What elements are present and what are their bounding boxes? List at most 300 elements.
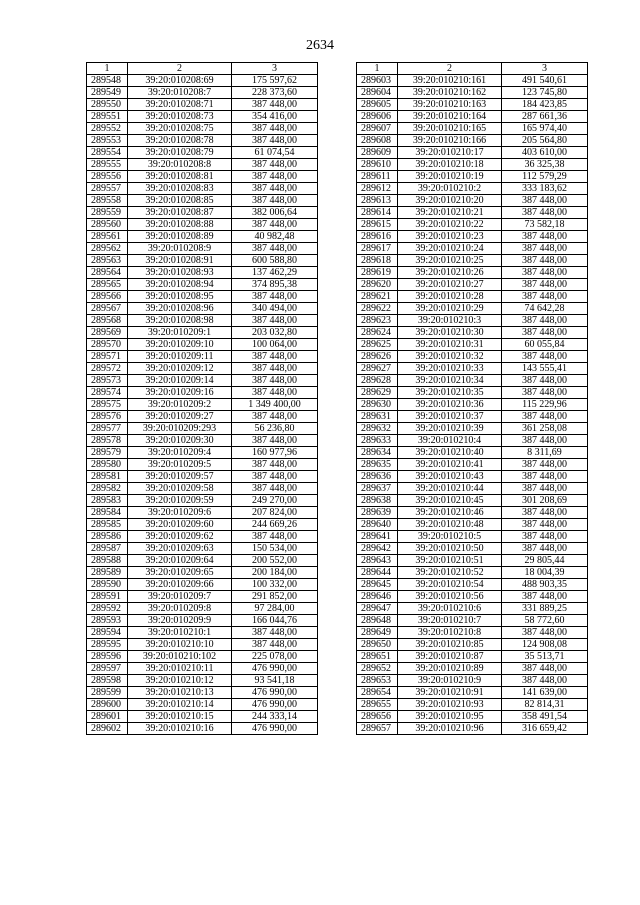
cell-cadastral-number: 39:20:010209:11 [128, 351, 232, 363]
table-row [357, 567, 588, 579]
cell-row-number: 289584 [87, 507, 128, 519]
cell-row-number: 289627 [357, 363, 398, 375]
cell-row-number: 289612 [357, 183, 398, 195]
cell-cadastral-number: 39:20:010210:2 [398, 183, 502, 195]
cell-cadastral-number: 39:20:010209:9 [128, 615, 232, 627]
table-row [87, 603, 318, 615]
table-row [87, 183, 318, 195]
cell-cadastral-number: 39:20:010209:10 [128, 339, 232, 351]
table-row [357, 603, 588, 615]
cell-value: 228 373,60 [232, 87, 318, 99]
table-row [87, 399, 318, 411]
table-row [357, 255, 588, 267]
table-row [87, 651, 318, 663]
cell-value: 244 669,26 [232, 519, 318, 531]
table-row [357, 411, 588, 423]
cell-row-number: 289650 [357, 639, 398, 651]
table-row [87, 699, 318, 711]
table-row [357, 471, 588, 483]
table-row [357, 195, 588, 207]
cell-row-number: 289591 [87, 591, 128, 603]
cell-row-number: 289568 [87, 315, 128, 327]
cell-row-number: 289630 [357, 399, 398, 411]
cell-row-number: 289619 [357, 267, 398, 279]
cell-value: 387 448,00 [232, 387, 318, 399]
cell-value: 387 448,00 [502, 459, 588, 471]
table-row [357, 651, 588, 663]
cell-value: 387 448,00 [232, 159, 318, 171]
cell-value: 387 448,00 [232, 639, 318, 651]
cell-row-number: 289621 [357, 291, 398, 303]
cell-cadastral-number: 39:20:010209:8 [128, 603, 232, 615]
table-header-row [87, 63, 318, 75]
cell-cadastral-number: 39:20:010210:32 [398, 351, 502, 363]
cell-cadastral-number: 39:20:010208:81 [128, 171, 232, 183]
cell-value: 488 903,35 [502, 579, 588, 591]
cell-cadastral-number: 39:20:010210:19 [398, 171, 502, 183]
cell-value: 387 448,00 [502, 627, 588, 639]
cell-row-number: 289564 [87, 267, 128, 279]
cell-cadastral-number: 39:20:010210:36 [398, 399, 502, 411]
cell-value: 316 659,42 [502, 723, 588, 735]
table-row [87, 447, 318, 459]
table-row [87, 639, 318, 651]
table-row [87, 555, 318, 567]
cell-value: 143 555,41 [502, 363, 588, 375]
cell-value: 387 448,00 [232, 315, 318, 327]
cell-value: 387 448,00 [232, 291, 318, 303]
cell-value: 387 448,00 [232, 627, 318, 639]
cell-row-number: 289645 [357, 579, 398, 591]
table-row [87, 243, 318, 255]
cell-row-number: 289601 [87, 711, 128, 723]
cell-row-number: 289635 [357, 459, 398, 471]
cell-value: 476 990,00 [232, 687, 318, 699]
table-row [87, 471, 318, 483]
cell-value: 387 448,00 [232, 459, 318, 471]
cell-row-number: 289599 [87, 687, 128, 699]
cell-row-number: 289616 [357, 231, 398, 243]
table-row [357, 363, 588, 375]
table-row [87, 267, 318, 279]
table-row [87, 195, 318, 207]
column-header-value: 3 [502, 63, 588, 75]
table-row [357, 675, 588, 687]
cell-value: 73 582,18 [502, 219, 588, 231]
cell-cadastral-number: 39:20:010210:11 [128, 663, 232, 675]
cell-value: 115 229,96 [502, 399, 588, 411]
cell-cadastral-number: 39:20:010208:75 [128, 123, 232, 135]
cell-row-number: 289570 [87, 339, 128, 351]
cell-cadastral-number: 39:20:010210:161 [398, 75, 502, 87]
cell-value: 184 423,85 [502, 99, 588, 111]
cell-cadastral-number: 39:20:010210:21 [398, 207, 502, 219]
cell-cadastral-number: 39:20:010210:16 [128, 723, 232, 735]
cell-value: 387 448,00 [502, 435, 588, 447]
cell-value: 387 448,00 [502, 375, 588, 387]
cell-row-number: 289566 [87, 291, 128, 303]
cell-row-number: 289575 [87, 399, 128, 411]
cell-value: 387 448,00 [502, 675, 588, 687]
table-row [357, 291, 588, 303]
cell-cadastral-number: 39:20:010210:26 [398, 267, 502, 279]
cell-row-number: 289586 [87, 531, 128, 543]
cell-row-number: 289644 [357, 567, 398, 579]
cell-value: 60 055,84 [502, 339, 588, 351]
cell-cadastral-number: 39:20:010208:69 [128, 75, 232, 87]
table-row [357, 435, 588, 447]
table-row [357, 423, 588, 435]
table-row [87, 567, 318, 579]
cell-row-number: 289590 [87, 579, 128, 591]
cell-row-number: 289633 [357, 435, 398, 447]
registry-table-right [356, 62, 588, 735]
table-row [87, 135, 318, 147]
cell-value: 1 349 400,00 [232, 399, 318, 411]
cell-value: 387 448,00 [232, 471, 318, 483]
cell-row-number: 289563 [87, 255, 128, 267]
cell-cadastral-number: 39:20:010210:12 [128, 675, 232, 687]
cell-value: 387 448,00 [232, 195, 318, 207]
table-row [357, 171, 588, 183]
table-row [87, 147, 318, 159]
cell-value: 207 824,00 [232, 507, 318, 519]
cell-value: 387 448,00 [232, 183, 318, 195]
cell-cadastral-number: 39:20:010210:6 [398, 603, 502, 615]
cell-cadastral-number: 39:20:010208:89 [128, 231, 232, 243]
table-row [357, 711, 588, 723]
cell-cadastral-number: 39:20:010210:28 [398, 291, 502, 303]
table-row [357, 591, 588, 603]
table-row [87, 687, 318, 699]
cell-row-number: 289620 [357, 279, 398, 291]
cell-value: 491 540,61 [502, 75, 588, 87]
cell-cadastral-number: 39:20:010210:34 [398, 375, 502, 387]
cell-value: 387 448,00 [232, 375, 318, 387]
table-row [87, 519, 318, 531]
cell-row-number: 289605 [357, 99, 398, 111]
cell-cadastral-number: 39:20:010210:50 [398, 543, 502, 555]
cell-cadastral-number: 39:20:010210:96 [398, 723, 502, 735]
cell-cadastral-number: 39:20:010210:89 [398, 663, 502, 675]
table-row [87, 507, 318, 519]
table-row [357, 627, 588, 639]
cell-row-number: 289618 [357, 255, 398, 267]
table-row [87, 711, 318, 723]
table-row [357, 483, 588, 495]
cell-row-number: 289578 [87, 435, 128, 447]
cell-value: 354 416,00 [232, 111, 318, 123]
table-row [357, 687, 588, 699]
cell-cadastral-number: 39:20:010210:18 [398, 159, 502, 171]
cell-row-number: 289597 [87, 663, 128, 675]
table-row [357, 519, 588, 531]
table-header-row [357, 63, 588, 75]
cell-cadastral-number: 39:20:010209:27 [128, 411, 232, 423]
cell-value: 97 284,00 [232, 603, 318, 615]
cell-cadastral-number: 39:20:010209:62 [128, 531, 232, 543]
cell-cadastral-number: 39:20:010209:59 [128, 495, 232, 507]
cell-row-number: 289548 [87, 75, 128, 87]
cell-value: 331 889,25 [502, 603, 588, 615]
cell-row-number: 289614 [357, 207, 398, 219]
table-row [87, 579, 318, 591]
cell-cadastral-number: 39:20:010210:31 [398, 339, 502, 351]
cell-row-number: 289580 [87, 459, 128, 471]
cell-row-number: 289600 [87, 699, 128, 711]
cell-value: 476 990,00 [232, 723, 318, 735]
cell-row-number: 289654 [357, 687, 398, 699]
table-row [357, 315, 588, 327]
cell-value: 165 974,40 [502, 123, 588, 135]
cell-cadastral-number: 39:20:010209:5 [128, 459, 232, 471]
table-row [357, 375, 588, 387]
cell-row-number: 289634 [357, 447, 398, 459]
cell-cadastral-number: 39:20:010210:1 [128, 627, 232, 639]
cell-cadastral-number: 39:20:010209:58 [128, 483, 232, 495]
cell-row-number: 289636 [357, 471, 398, 483]
cell-value: 387 448,00 [232, 483, 318, 495]
cell-cadastral-number: 39:20:010210:17 [398, 147, 502, 159]
cell-row-number: 289593 [87, 615, 128, 627]
table-row [87, 663, 318, 675]
cell-value: 150 534,00 [232, 543, 318, 555]
table-row [357, 579, 588, 591]
cell-row-number: 289615 [357, 219, 398, 231]
cell-value: 35 513,71 [502, 651, 588, 663]
cell-value: 8 311,69 [502, 447, 588, 459]
table-row [357, 111, 588, 123]
table-row [87, 351, 318, 363]
table-row [87, 99, 318, 111]
cell-cadastral-number: 39:20:010209:14 [128, 375, 232, 387]
cell-value: 160 977,96 [232, 447, 318, 459]
cell-cadastral-number: 39:20:010210:48 [398, 519, 502, 531]
cell-value: 124 908,08 [502, 639, 588, 651]
cell-value: 387 448,00 [232, 135, 318, 147]
cell-cadastral-number: 39:20:010210:52 [398, 567, 502, 579]
cell-row-number: 289604 [357, 87, 398, 99]
cell-cadastral-number: 39:20:010210:25 [398, 255, 502, 267]
table-row [357, 87, 588, 99]
cell-value: 387 448,00 [502, 279, 588, 291]
cell-row-number: 289653 [357, 675, 398, 687]
cell-row-number: 289631 [357, 411, 398, 423]
cell-cadastral-number: 39:20:010210:165 [398, 123, 502, 135]
cell-value: 387 448,00 [502, 195, 588, 207]
cell-value: 387 448,00 [502, 543, 588, 555]
cell-cadastral-number: 39:20:010208:73 [128, 111, 232, 123]
table-row [87, 675, 318, 687]
cell-cadastral-number: 39:20:010210:33 [398, 363, 502, 375]
cell-value: 387 448,00 [502, 291, 588, 303]
cell-cadastral-number: 39:20:010210:93 [398, 699, 502, 711]
table-row [87, 255, 318, 267]
cell-cadastral-number: 39:20:010210:30 [398, 327, 502, 339]
cell-row-number: 289657 [357, 723, 398, 735]
cell-cadastral-number: 39:20:010210:164 [398, 111, 502, 123]
cell-value: 387 448,00 [502, 411, 588, 423]
table-row [87, 435, 318, 447]
cell-value: 56 236,80 [232, 423, 318, 435]
cell-row-number: 289622 [357, 303, 398, 315]
table-row [357, 279, 588, 291]
table-row [357, 399, 588, 411]
cell-row-number: 289603 [357, 75, 398, 87]
cell-value: 200 184,00 [232, 567, 318, 579]
cell-row-number: 289556 [87, 171, 128, 183]
cell-row-number: 289651 [357, 651, 398, 663]
cell-row-number: 289551 [87, 111, 128, 123]
cell-value: 387 448,00 [232, 171, 318, 183]
cell-row-number: 289639 [357, 507, 398, 519]
table-row [87, 627, 318, 639]
cell-cadastral-number: 39:20:010210:13 [128, 687, 232, 699]
cell-row-number: 289587 [87, 543, 128, 555]
cell-row-number: 289656 [357, 711, 398, 723]
cell-row-number: 289574 [87, 387, 128, 399]
cell-value: 175 597,62 [232, 75, 318, 87]
table-row [357, 135, 588, 147]
cell-row-number: 289608 [357, 135, 398, 147]
table-row [357, 507, 588, 519]
table-row [87, 375, 318, 387]
table-row [357, 147, 588, 159]
table-row [87, 231, 318, 243]
page-number: 2634 [306, 38, 334, 53]
column-header-value: 3 [232, 63, 318, 75]
cell-cadastral-number: 39:20:010210:4 [398, 435, 502, 447]
cell-cadastral-number: 39:20:010210:39 [398, 423, 502, 435]
cell-row-number: 289637 [357, 483, 398, 495]
cell-row-number: 289594 [87, 627, 128, 639]
registry-table-left [86, 62, 318, 735]
cell-cadastral-number: 39:20:010210:43 [398, 471, 502, 483]
table-row [87, 411, 318, 423]
cell-value: 291 852,00 [232, 591, 318, 603]
cell-cadastral-number: 39:20:010210:3 [398, 315, 502, 327]
cell-cadastral-number: 39:20:010209:2 [128, 399, 232, 411]
table-row [87, 291, 318, 303]
cell-row-number: 289607 [357, 123, 398, 135]
cell-cadastral-number: 39:20:010209:7 [128, 591, 232, 603]
cell-value: 287 661,36 [502, 111, 588, 123]
cell-row-number: 289648 [357, 615, 398, 627]
table-row [357, 123, 588, 135]
cell-cadastral-number: 39:20:010210:37 [398, 411, 502, 423]
cell-row-number: 289557 [87, 183, 128, 195]
column-header-cadastral: 2 [128, 63, 232, 75]
cell-row-number: 289638 [357, 495, 398, 507]
cell-cadastral-number: 39:20:010209:57 [128, 471, 232, 483]
table-row [357, 615, 588, 627]
cell-row-number: 289628 [357, 375, 398, 387]
cell-row-number: 289611 [357, 171, 398, 183]
cell-value: 29 805,44 [502, 555, 588, 567]
table-row [87, 363, 318, 375]
cell-cadastral-number: 39:20:010210:51 [398, 555, 502, 567]
table-row [357, 327, 588, 339]
cell-row-number: 289643 [357, 555, 398, 567]
cell-cadastral-number: 39:20:010210:23 [398, 231, 502, 243]
table-row [87, 723, 318, 735]
cell-row-number: 289582 [87, 483, 128, 495]
cell-cadastral-number: 39:20:010208:85 [128, 195, 232, 207]
table-row [357, 663, 588, 675]
cell-cadastral-number: 39:20:010208:94 [128, 279, 232, 291]
cell-row-number: 289641 [357, 531, 398, 543]
cell-value: 387 448,00 [232, 219, 318, 231]
table-row [357, 699, 588, 711]
cell-cadastral-number: 39:20:010210:20 [398, 195, 502, 207]
cell-cadastral-number: 39:20:010209:1 [128, 327, 232, 339]
cell-cadastral-number: 39:20:010210:10 [128, 639, 232, 651]
cell-value: 123 745,80 [502, 87, 588, 99]
cell-value: 61 074,54 [232, 147, 318, 159]
cell-cadastral-number: 39:20:010210:87 [398, 651, 502, 663]
cell-row-number: 289610 [357, 159, 398, 171]
cell-row-number: 289579 [87, 447, 128, 459]
cell-cadastral-number: 39:20:010209:4 [128, 447, 232, 459]
cell-value: 387 448,00 [232, 243, 318, 255]
table-row [357, 555, 588, 567]
table-row [87, 615, 318, 627]
cell-cadastral-number: 39:20:010209:60 [128, 519, 232, 531]
cell-value: 112 579,29 [502, 171, 588, 183]
column-header-number: 1 [357, 63, 398, 75]
cell-value: 387 448,00 [502, 231, 588, 243]
cell-row-number: 289613 [357, 195, 398, 207]
cell-value: 387 448,00 [502, 591, 588, 603]
cell-row-number: 289647 [357, 603, 398, 615]
cell-cadastral-number: 39:20:010210:14 [128, 699, 232, 711]
cell-cadastral-number: 39:20:010208:8 [128, 159, 232, 171]
cell-value: 137 462,29 [232, 267, 318, 279]
cell-cadastral-number: 39:20:010208:78 [128, 135, 232, 147]
cell-cadastral-number: 39:20:010210:15 [128, 711, 232, 723]
cell-value: 387 448,00 [502, 315, 588, 327]
cell-value: 100 332,00 [232, 579, 318, 591]
cell-value: 382 006,64 [232, 207, 318, 219]
table-row [357, 351, 588, 363]
cell-row-number: 289589 [87, 567, 128, 579]
cell-value: 387 448,00 [502, 207, 588, 219]
cell-value: 244 333,14 [232, 711, 318, 723]
cell-value: 387 448,00 [502, 243, 588, 255]
table-row [357, 183, 588, 195]
cell-row-number: 289565 [87, 279, 128, 291]
table-row [87, 387, 318, 399]
cell-cadastral-number: 39:20:010210:102 [128, 651, 232, 663]
cell-row-number: 289552 [87, 123, 128, 135]
cell-row-number: 289649 [357, 627, 398, 639]
table-row [87, 207, 318, 219]
cell-value: 387 448,00 [502, 387, 588, 399]
cell-value: 600 588,80 [232, 255, 318, 267]
cell-value: 93 541,18 [232, 675, 318, 687]
table-row [357, 159, 588, 171]
table-row [87, 591, 318, 603]
table-row [357, 75, 588, 87]
table-row [357, 243, 588, 255]
cell-row-number: 289596 [87, 651, 128, 663]
cell-cadastral-number: 39:20:010210:40 [398, 447, 502, 459]
cell-row-number: 289554 [87, 147, 128, 159]
cell-value: 387 448,00 [232, 123, 318, 135]
cell-cadastral-number: 39:20:010208:95 [128, 291, 232, 303]
table-row [357, 219, 588, 231]
table-row [87, 543, 318, 555]
